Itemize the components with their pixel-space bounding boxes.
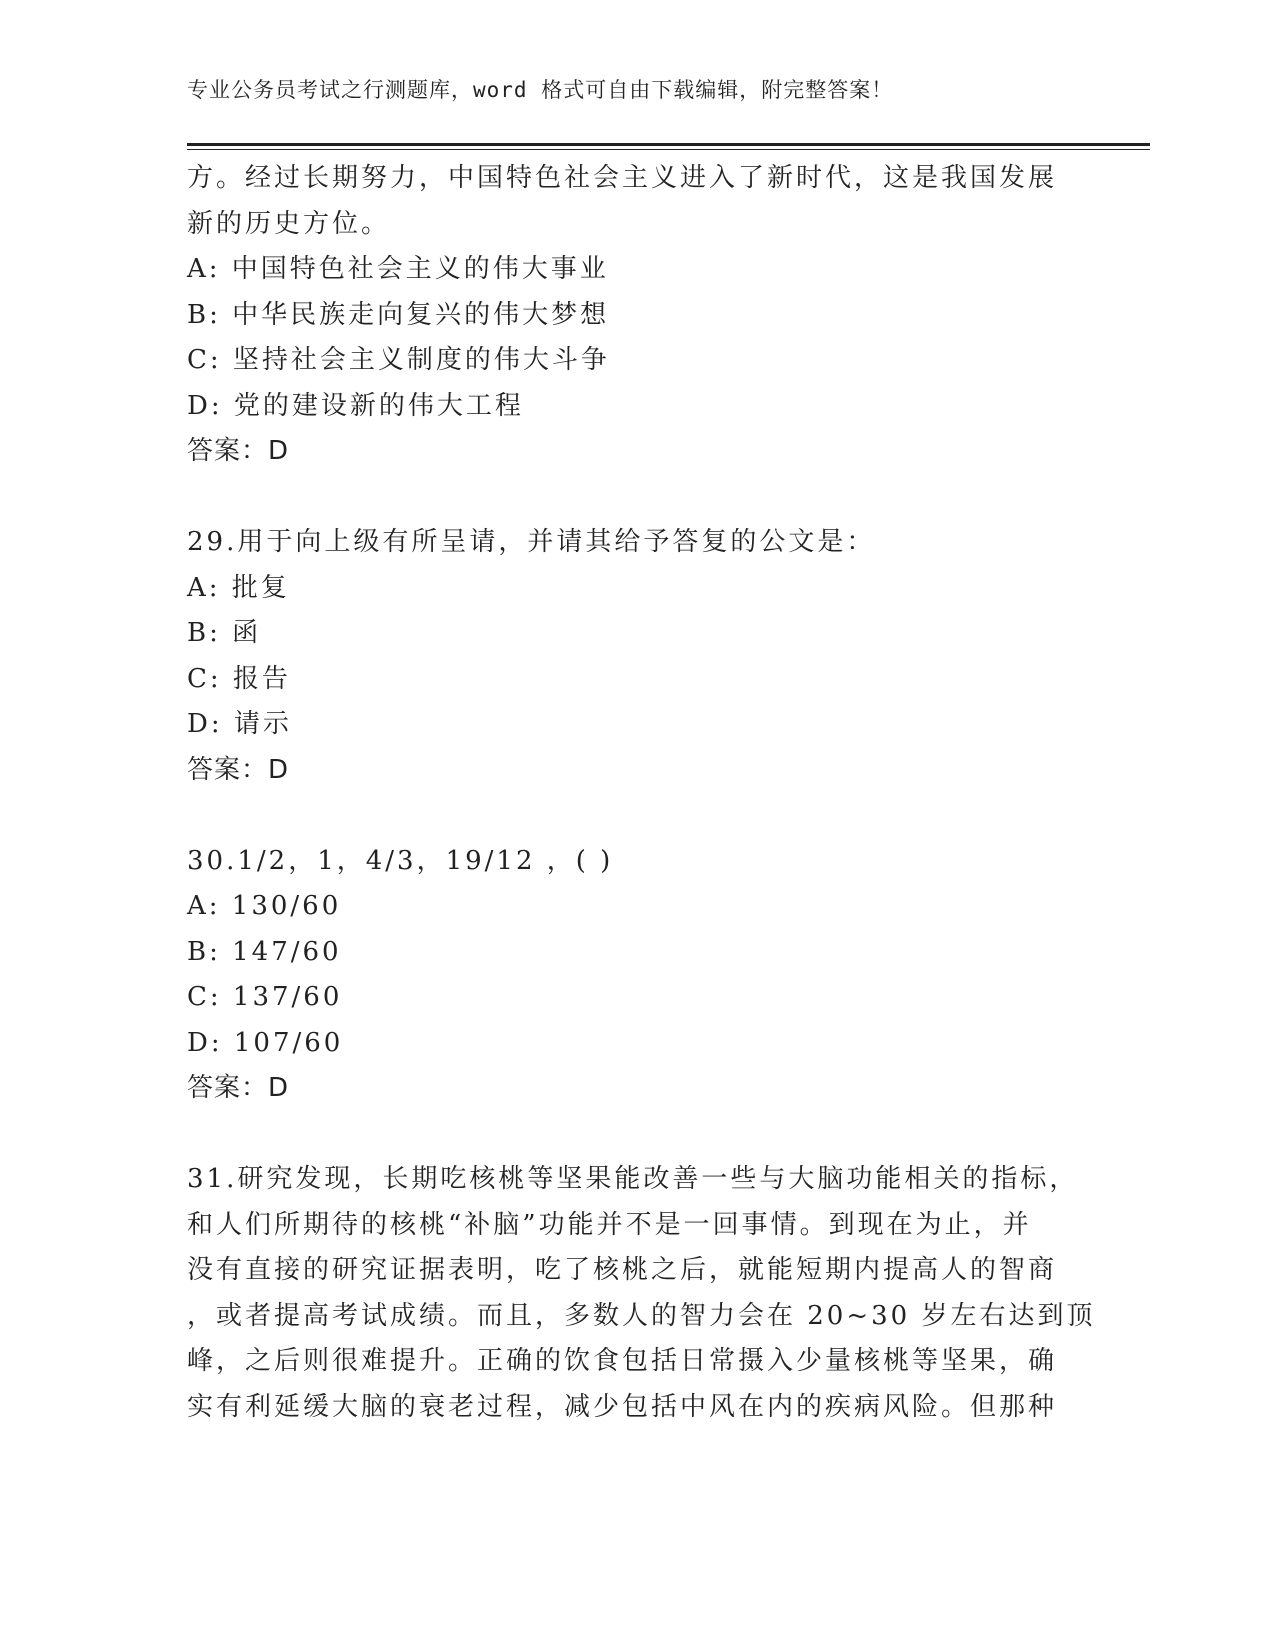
option-c: C: 报告 xyxy=(187,663,291,694)
option-b: B: 函 xyxy=(187,618,262,648)
option-a: A: 130/60 xyxy=(187,891,342,921)
spacer xyxy=(187,1112,1087,1158)
answer-line: 答案：D xyxy=(187,436,290,466)
question-28 xyxy=(187,156,1087,475)
option-a: A: 中国特色社会主义的伟大事业 xyxy=(187,254,609,284)
question-stem-line: 实有利延缓大脑的衰老过程，减少包括中风在内的疾病风险。但那种 xyxy=(187,1391,1058,1422)
question-31 xyxy=(187,1157,1096,1430)
header-rule-thick xyxy=(187,143,1150,146)
question-stem-line: 方。经过长期努力，中国特色社会主义进入了新时代，这是我国发展 xyxy=(187,163,1058,193)
question-stem-line: ，或者提高考试成绩。而且，多数人的智力会在 20~30 岁左右达到顶 xyxy=(187,1300,1096,1331)
answer-line: 答案：D xyxy=(187,754,290,785)
option-a: A: 批复 xyxy=(187,572,290,603)
question-stem-line: 没有直接的研究证据表明，吃了核桃之后，就能短期内提高人的智商 xyxy=(187,1255,1058,1285)
question-30 xyxy=(187,839,1087,1112)
header-rule-thin xyxy=(187,149,1150,150)
question-stem-line: 29.用于向上级有所呈请，并请其给予答复的公文是： xyxy=(187,527,876,557)
option-c: C: 坚持社会主义制度的伟大斗争 xyxy=(187,345,610,375)
page-header: 专业公务员考试之行测题库，word 格式可自由下载编辑，附完整答案！ xyxy=(187,78,894,102)
answer-line: 答案：D xyxy=(187,1073,290,1103)
option-b: B: 中华民族走向复兴的伟大梦想 xyxy=(187,299,610,330)
question-stem-line: 峰，之后则很难提升。正确的饮食包括日常摄入少量核桃等坚果，确 xyxy=(187,1346,1058,1376)
option-c: C: 137/60 xyxy=(187,982,343,1012)
question-29 xyxy=(187,520,1087,793)
question-stem-line: 31.研究发现，长期吃核桃等坚果能改善一些与大脑功能相关的指标， xyxy=(187,1164,1079,1194)
spacer xyxy=(187,793,1087,839)
spacer xyxy=(187,475,1087,521)
option-d: D: 请示 xyxy=(187,709,292,739)
question-stem-line: 30.1/2，1，4/3，19/12 ，( ) xyxy=(187,845,614,876)
question-content xyxy=(187,156,1096,1430)
option-d: D: 107/60 xyxy=(187,1027,344,1058)
option-b: B: 147/60 xyxy=(187,936,342,967)
question-stem-line: 和人们所期待的核桃“补脑”功能并不是一回事情。到现在为止，并 xyxy=(187,1209,1032,1240)
question-stem-line: 新的历史方位。 xyxy=(187,208,391,239)
option-d: D: 党的建设新的伟大工程 xyxy=(187,390,524,421)
